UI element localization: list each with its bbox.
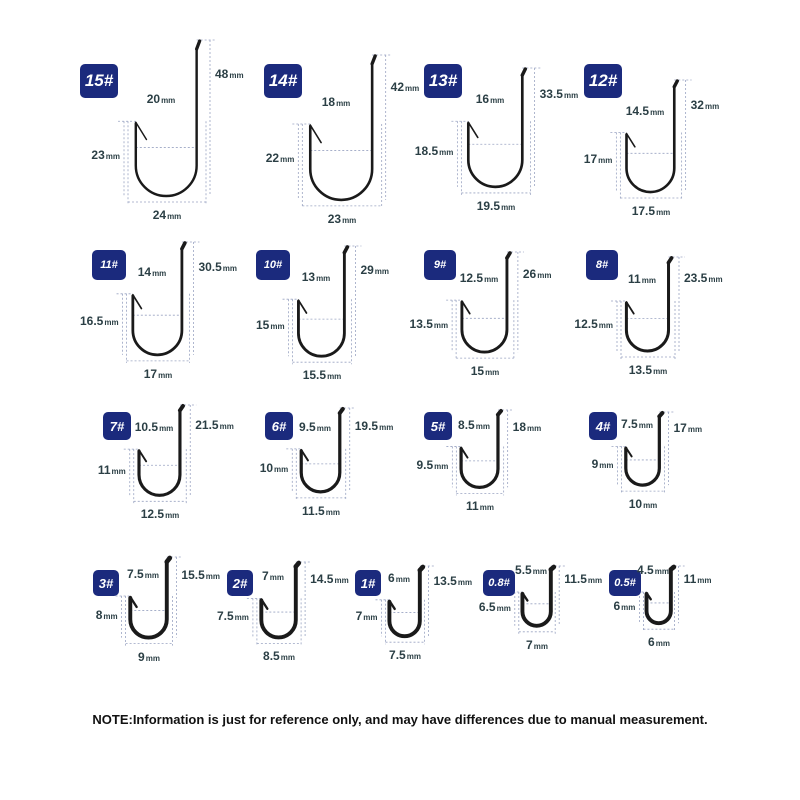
gap-label-unit: mm: [144, 571, 159, 580]
total-length-label: [691, 98, 720, 114]
width-label-value: 13.5: [628, 363, 653, 377]
bend-height-label-value: 17: [583, 152, 598, 167]
bend-height-label-value: 10: [259, 461, 274, 476]
size-badge: 7#: [103, 412, 131, 440]
gap-label-unit: mm: [152, 268, 167, 278]
hook-eye: [197, 41, 200, 49]
bend-height-label-value: 11: [97, 462, 111, 477]
width-label-unit: mm: [479, 503, 494, 513]
total-length-label-unit: mm: [457, 578, 473, 588]
total-length-label-value: 17: [673, 421, 687, 436]
hook-eye: [659, 413, 662, 416]
total-length-label-value: 33.5: [539, 87, 563, 102]
total-length-label-value: 48: [215, 67, 229, 82]
gap-label: [628, 272, 656, 288]
total-length-label-unit: mm: [334, 575, 349, 585]
gap-label-unit: mm: [641, 276, 656, 285]
bend-height-label: [260, 461, 289, 477]
bend-height-label: [266, 151, 295, 167]
bend-height-label: [356, 609, 378, 625]
hook-eye: [669, 258, 672, 263]
gap-label: [388, 571, 410, 587]
bend-height-label-unit: mm: [496, 604, 511, 614]
hook-eye: [674, 81, 677, 87]
bend-height-label-unit: mm: [111, 466, 126, 476]
total-length-label-value: 42: [390, 79, 405, 94]
gap-label-value: 5.5: [515, 563, 532, 577]
total-length-label-unit: mm: [374, 267, 390, 277]
hook-eye: [182, 243, 185, 249]
width-label: [303, 368, 342, 384]
gap-label: [621, 417, 653, 433]
width-label: [138, 650, 160, 666]
size-badge: 5#: [424, 412, 452, 440]
size-badge: 0.5#: [609, 570, 641, 596]
width-label-unit: mm: [533, 641, 548, 651]
hook-eye: [344, 247, 347, 253]
bend-height-label-value: 23: [91, 147, 105, 162]
bend-height-label: [98, 463, 126, 479]
bend-height-label-unit: mm: [234, 612, 249, 622]
total-length-label-value: 18: [512, 420, 526, 435]
hook-eye: [522, 69, 525, 75]
total-length-label-unit: mm: [527, 424, 542, 434]
width-label-value: 7.5: [389, 648, 406, 663]
bend-height-label-unit: mm: [270, 321, 285, 331]
gap-label-unit: mm: [484, 275, 499, 285]
bend-height-label-unit: mm: [598, 320, 613, 330]
bend-height-label: [415, 144, 454, 160]
gap-label-value: 20: [146, 92, 161, 107]
bend-height-label: [256, 318, 285, 334]
gap-label-unit: mm: [395, 574, 410, 584]
width-label: [389, 648, 421, 664]
width-label-unit: mm: [145, 653, 160, 663]
width-label-value: 23: [327, 211, 342, 226]
hook-eye: [671, 567, 674, 569]
bend-height-label: [479, 600, 511, 616]
total-length-label: [513, 420, 542, 436]
total-length-label: [195, 418, 234, 434]
bend-height-label: [217, 609, 249, 625]
total-length-label-unit: mm: [229, 71, 244, 81]
gap-label-value: 6: [388, 570, 395, 585]
hook-eye: [340, 409, 343, 413]
total-length-label-unit: mm: [697, 575, 712, 585]
size-badge: 4#: [589, 412, 617, 440]
gap-label-unit: mm: [638, 421, 653, 431]
width-label: [648, 635, 670, 651]
gap-label: [626, 104, 665, 120]
gap-label-value: 8.5: [458, 417, 475, 432]
width-label-value: 12.5: [140, 507, 165, 522]
total-length-label: [564, 572, 602, 588]
width-label-unit: mm: [327, 372, 342, 382]
width-label-value: 15: [470, 364, 485, 379]
width-label-unit: mm: [406, 652, 421, 662]
hook-6: [298, 253, 344, 357]
gap-label-unit: mm: [475, 421, 490, 431]
total-length-label-unit: mm: [704, 101, 720, 111]
bend-height-label-value: 12.5: [574, 316, 598, 331]
size-badge: 3#: [93, 570, 119, 596]
width-label-unit: mm: [280, 653, 295, 663]
hook-eye: [507, 253, 510, 258]
hook-barb: [468, 122, 477, 137]
width-label-unit: mm: [656, 208, 671, 217]
total-length-label-unit: mm: [537, 271, 552, 281]
size-badge: 14#: [264, 64, 302, 98]
bend-height-label-unit: mm: [434, 461, 449, 471]
size-badge: 12#: [584, 64, 622, 98]
hook-2: [310, 64, 372, 200]
bend-height-label-unit: mm: [274, 465, 289, 475]
gap-label-value: 11: [628, 272, 641, 286]
gap-label-unit: mm: [269, 573, 284, 583]
bend-height-label-value: 7: [355, 609, 363, 624]
size-badge: 9#: [424, 250, 456, 280]
total-length-label-value: 19.5: [354, 419, 379, 434]
size-badge: 11#: [92, 250, 126, 280]
gap-label-value: 18: [321, 95, 336, 109]
bend-height-label-unit: mm: [439, 147, 454, 157]
hook-barb: [310, 125, 321, 143]
total-length-label-unit: mm: [563, 91, 579, 101]
size-badge: 2#: [227, 570, 253, 596]
bend-height-label-unit: mm: [363, 613, 378, 623]
total-length-label: [310, 572, 349, 588]
width-label-value: 8.5: [263, 649, 280, 664]
total-length-label-unit: mm: [222, 263, 238, 273]
width-label-value: 15.5: [302, 368, 327, 383]
gap-label: [138, 265, 167, 281]
width-label-unit: mm: [342, 215, 357, 225]
bend-height-label-value: 13.5: [409, 316, 433, 331]
gap-label: [460, 271, 499, 287]
bend-height-label-value: 9: [591, 456, 599, 471]
total-length-label-value: 11: [683, 571, 697, 586]
width-label-value: 9: [138, 649, 145, 664]
gap-label: [302, 270, 331, 286]
hook-barb: [136, 122, 147, 139]
width-label-value: 6: [648, 635, 655, 650]
gap-label: [476, 92, 505, 108]
total-length-label: [684, 271, 723, 287]
gap-label-unit: mm: [654, 567, 669, 576]
width-label: [328, 212, 357, 228]
width-label-value: 11.5: [302, 503, 325, 518]
hook-eye: [180, 406, 183, 410]
total-length-label-value: 26: [522, 267, 537, 282]
total-length-label-value: 23.5: [684, 270, 708, 285]
bend-height-label-value: 9.5: [416, 457, 434, 472]
bend-height-label: [96, 608, 118, 624]
width-label: [471, 364, 500, 380]
total-length-label-unit: mm: [587, 576, 603, 586]
width-label-value: 17.5: [631, 204, 656, 218]
bend-height-label-unit: mm: [598, 156, 613, 166]
bend-height-label: [80, 314, 119, 330]
hook-eye: [420, 567, 423, 570]
hook-eye: [296, 563, 299, 567]
gap-label-value: 16: [475, 92, 490, 107]
total-length-label: [684, 572, 712, 588]
hook-eye: [551, 567, 554, 570]
width-label: [141, 507, 180, 523]
width-label: [629, 497, 658, 513]
total-length-label-value: 30.5: [198, 259, 222, 274]
width-label: [466, 499, 494, 515]
total-length-label-value: 21.5: [195, 417, 219, 432]
gap-label-unit: mm: [650, 107, 665, 117]
bend-height-label: [91, 148, 120, 164]
total-length-label: [391, 80, 420, 96]
hook-1: [136, 49, 197, 196]
width-label: [526, 638, 548, 654]
size-badge: 1#: [355, 570, 381, 596]
width-label-unit: mm: [325, 507, 340, 517]
bend-height-label-unit: mm: [280, 155, 295, 165]
bend-height-label-unit: mm: [599, 460, 614, 470]
bend-height-label-value: 15: [255, 317, 270, 332]
total-length-label: [355, 419, 394, 435]
width-label-unit: mm: [165, 511, 180, 521]
width-label-unit: mm: [653, 367, 668, 376]
total-length-label: [523, 267, 552, 283]
total-length-label-unit: mm: [405, 83, 420, 93]
size-badge: 15#: [80, 64, 118, 98]
gap-label-value: 7: [262, 569, 269, 584]
gap-label-unit: mm: [316, 423, 331, 433]
total-length-label-unit: mm: [708, 274, 723, 284]
bend-height-label: [613, 599, 635, 615]
bend-height-label-unit: mm: [105, 151, 120, 161]
gap-label-value: 9.5: [299, 419, 316, 434]
bend-height-label: [410, 317, 449, 333]
gap-label-value: 14: [137, 264, 152, 279]
gap-label-unit: mm: [490, 96, 505, 106]
width-label: [629, 363, 668, 379]
width-label-unit: mm: [485, 368, 500, 378]
total-length-label-value: 14.5: [310, 571, 334, 586]
size-badge: 8#: [586, 250, 618, 280]
total-length-label-value: 29: [360, 263, 374, 278]
bend-height-label: [592, 457, 614, 473]
measurement-note: NOTE:Information is just for reference only, and may have differences due to manual measurement.: [92, 712, 708, 727]
width-label-value: 10: [628, 497, 643, 512]
gap-label: [322, 95, 351, 111]
bend-height-label-value: 7.5: [216, 608, 234, 623]
gap-label: [135, 420, 174, 436]
bend-height-label-unit: mm: [621, 603, 636, 613]
width-label: [144, 367, 173, 383]
size-badge: 13#: [424, 64, 462, 98]
size-badge: 0.8#: [483, 570, 515, 596]
total-length-label: [360, 263, 389, 279]
width-label: [632, 204, 671, 220]
total-length-label: [215, 67, 244, 83]
width-label-unit: mm: [655, 639, 670, 649]
hook-eye: [167, 558, 170, 562]
total-length-label-unit: mm: [687, 425, 703, 435]
total-length-label-value: 11.5: [564, 572, 587, 587]
width-label-value: 7: [526, 637, 533, 652]
gap-label: [515, 563, 547, 579]
total-length-label-value: 15.5: [181, 567, 205, 582]
width-label-value: 24: [152, 208, 167, 222]
bend-height-label: [416, 458, 448, 474]
hook-eye: [372, 56, 375, 64]
width-label: [153, 208, 182, 224]
hook-eye: [498, 411, 501, 415]
size-badge: 6#: [265, 412, 293, 440]
bend-height-label-value: 18.5: [414, 143, 439, 158]
bend-height-label-value: 16.5: [79, 314, 104, 329]
gap-label: [299, 420, 331, 436]
hook-4: [627, 87, 675, 192]
width-label-value: 11: [466, 499, 479, 514]
bend-height-label: [584, 152, 613, 168]
gap-label-unit: mm: [161, 96, 176, 106]
gap-label: [458, 418, 490, 434]
total-length-label: [181, 568, 220, 584]
total-length-label-unit: mm: [219, 421, 234, 431]
size-badge: 10#: [256, 250, 290, 280]
width-label: [477, 199, 516, 215]
bend-height-label: [574, 317, 613, 333]
bend-height-label-unit: mm: [103, 611, 118, 621]
total-length-label: [434, 574, 473, 590]
width-label-value: 17: [143, 366, 158, 381]
gap-label: [262, 569, 284, 585]
width-label: [302, 504, 340, 520]
gap-label-value: 12.5: [459, 271, 484, 286]
bend-height-label-value: 22: [265, 151, 280, 166]
total-length-label-unit: mm: [205, 571, 220, 581]
width-label-unit: mm: [158, 370, 173, 380]
total-length-label-value: 32: [690, 97, 704, 112]
gap-label: [127, 567, 159, 583]
bend-height-label-value: 6: [613, 599, 621, 614]
gap-label-value: 13: [301, 270, 316, 285]
width-label-unit: mm: [643, 501, 658, 511]
bend-height-label-value: 8: [95, 607, 103, 622]
total-length-label-unit: mm: [379, 423, 394, 433]
width-label-value: 19.5: [476, 198, 501, 213]
width-label: [263, 649, 295, 665]
total-length-label: [198, 260, 237, 276]
gap-label: [147, 92, 176, 108]
total-length-label-value: 13.5: [433, 574, 457, 589]
gap-label-value: 7.5: [621, 417, 638, 432]
gap-label-unit: mm: [316, 274, 331, 284]
total-length-label: [540, 87, 579, 103]
width-label-unit: mm: [501, 202, 516, 212]
gap-label-unit: mm: [336, 99, 351, 108]
bend-height-label-value: 6.5: [478, 600, 496, 615]
total-length-label: [674, 421, 703, 437]
bend-height-label-unit: mm: [433, 320, 449, 330]
gap-label: [637, 563, 669, 579]
gap-label-unit: mm: [532, 567, 547, 576]
bend-height-label-unit: mm: [104, 318, 119, 328]
gap-label-unit: mm: [159, 424, 174, 434]
gap-label-value: 14.5: [625, 103, 650, 118]
width-label-unit: mm: [167, 212, 182, 221]
gap-label-value: 7.5: [127, 567, 144, 581]
gap-label-value: 10.5: [134, 420, 159, 435]
gap-label-value: 4.5: [637, 563, 654, 577]
